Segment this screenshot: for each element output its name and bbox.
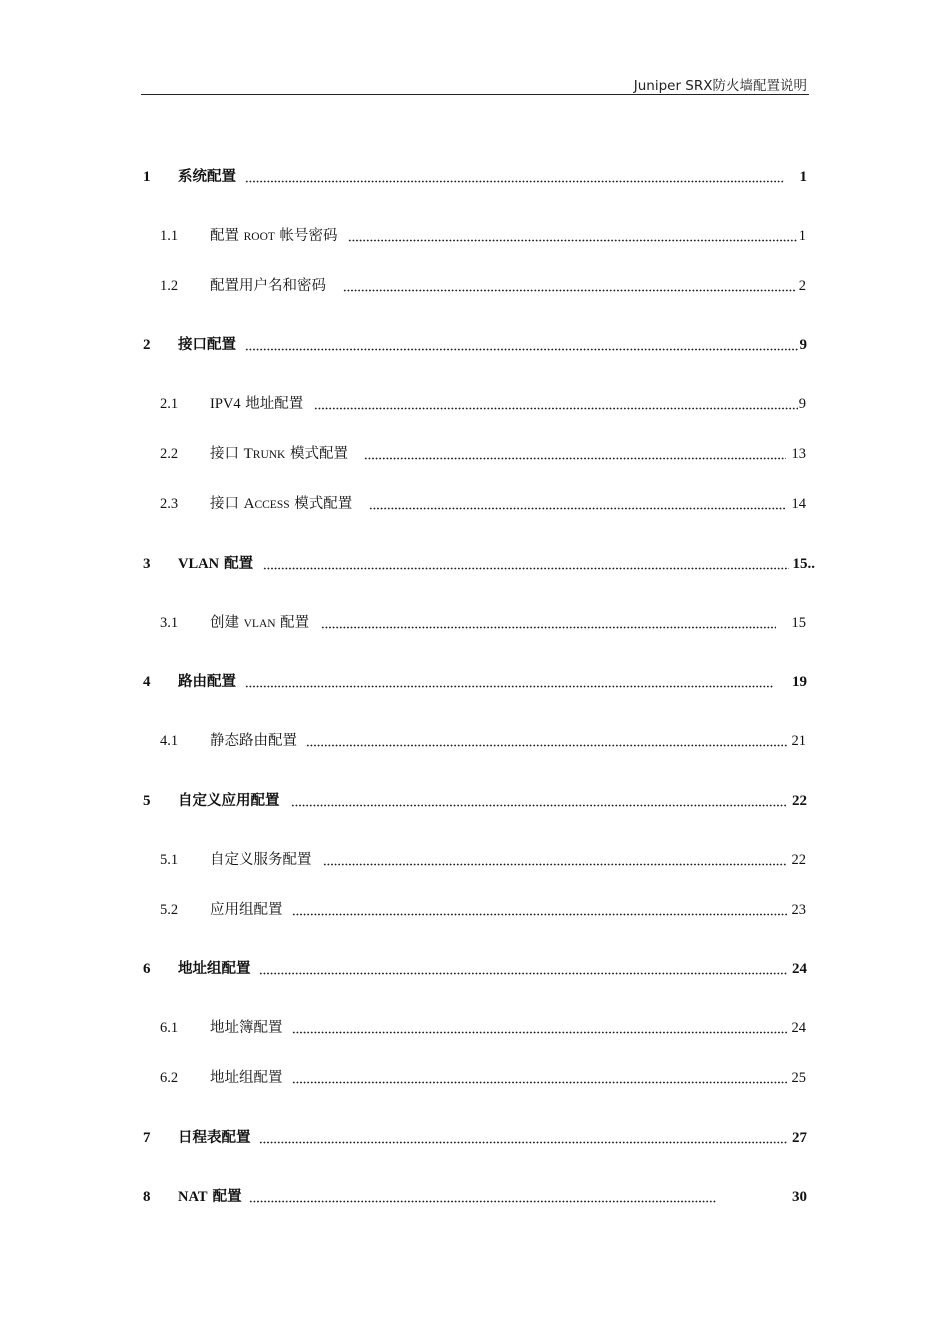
toc-title: 日程表配置 xyxy=(178,1127,254,1149)
toc-entry-8[interactable] xyxy=(143,1186,807,1208)
toc-page-number: 13 xyxy=(792,443,807,465)
toc-leader-dots xyxy=(321,626,776,629)
toc-title: 地址组配置 xyxy=(210,1067,286,1089)
toc-leader-dots xyxy=(364,457,786,460)
toc-leader-dots xyxy=(291,804,787,807)
toc-leader-dots xyxy=(259,972,787,975)
toc-leader-dots xyxy=(245,180,785,183)
document-title: Juniper SRX防火墙配置说明 xyxy=(633,78,807,94)
toc-page-number: 30 xyxy=(792,1186,807,1208)
toc-entry-1-1[interactable] xyxy=(160,225,806,247)
page-header xyxy=(141,74,809,95)
toc-title: 配置 ROOT 帐号密码 xyxy=(210,225,341,248)
toc-number: 5.1 xyxy=(160,852,179,868)
toc-leader-dots xyxy=(245,685,773,688)
toc-entry-7[interactable] xyxy=(143,1127,807,1149)
toc-page-number: 21 xyxy=(792,730,807,752)
toc-leader-dots xyxy=(292,1031,787,1034)
toc-entry-2[interactable] xyxy=(143,334,807,356)
toc-number: 2.1 xyxy=(160,396,179,412)
toc-title: 自定义服务配置 xyxy=(210,849,315,871)
toc-leader-dots xyxy=(249,1200,717,1203)
toc-number: 5 xyxy=(143,793,151,809)
toc-entry-5-1[interactable] xyxy=(160,849,806,871)
toc-page-number: 9 xyxy=(799,393,806,415)
toc-title: 接口配置 xyxy=(178,334,239,356)
toc-leader-dots xyxy=(245,348,798,351)
toc-number: 7 xyxy=(143,1130,151,1146)
toc-number: 4.1 xyxy=(160,733,179,749)
toc-page-number: 15.. xyxy=(793,553,816,575)
toc-title: 接口 ACCESS 模式配置 xyxy=(210,493,355,516)
toc-entry-2-3[interactable] xyxy=(160,493,806,515)
toc-number: 8 xyxy=(143,1189,151,1205)
toc-leader-dots xyxy=(292,913,787,916)
toc-title: NAT 配置 xyxy=(178,1186,245,1208)
toc-number: 4 xyxy=(143,674,151,690)
toc-title: 地址组配置 xyxy=(178,958,254,980)
toc-entry-3[interactable] xyxy=(143,553,815,575)
toc-entry-4[interactable] xyxy=(143,671,807,693)
toc-entry-1-2[interactable] xyxy=(160,275,806,297)
toc-entry-1[interactable] xyxy=(143,166,807,188)
toc-title: 应用组配置 xyxy=(210,899,286,921)
toc-page-number: 2 xyxy=(799,275,806,297)
toc-page-number: 14 xyxy=(792,493,807,515)
toc-number: 6.2 xyxy=(160,1070,179,1086)
toc-page-number: 22 xyxy=(792,790,807,812)
toc-entry-2-2[interactable] xyxy=(160,443,806,465)
toc-page-number: 24 xyxy=(792,958,807,980)
toc-page-number: 9 xyxy=(800,334,808,356)
toc-entry-2-1[interactable] xyxy=(160,393,806,415)
toc-page-number: 1 xyxy=(799,225,806,247)
toc-leader-dots xyxy=(263,567,789,570)
toc-leader-dots xyxy=(348,239,798,242)
toc-leader-dots xyxy=(369,507,786,510)
toc-entry-6[interactable] xyxy=(143,958,807,980)
toc-page-number: 19 xyxy=(792,671,807,693)
toc-page-number: 27 xyxy=(792,1127,807,1149)
toc-number: 2.2 xyxy=(160,446,179,462)
toc-number: 2.3 xyxy=(160,496,179,512)
toc-number: 3 xyxy=(143,556,151,572)
toc-leader-dots xyxy=(292,1081,787,1084)
toc-number: 2 xyxy=(143,337,151,353)
toc-number: 1 xyxy=(143,169,151,185)
toc-leader-dots xyxy=(323,863,787,866)
toc-title: VLAN 配置 xyxy=(178,553,256,575)
toc-leader-dots xyxy=(314,407,798,410)
toc-leader-dots xyxy=(343,289,795,292)
toc-entry-4-1[interactable] xyxy=(160,730,806,752)
toc-entry-5-2[interactable] xyxy=(160,899,806,921)
toc-entry-3-1[interactable] xyxy=(160,612,806,634)
toc-number: 3.1 xyxy=(160,615,179,631)
toc-page-number: 15 xyxy=(792,612,807,634)
toc-number: 6 xyxy=(143,961,151,977)
toc-page-number: 22 xyxy=(792,849,807,871)
toc-title: 系统配置 xyxy=(178,166,239,188)
toc-title: 配置用户名和密码 xyxy=(210,275,329,297)
toc-number: 5.2 xyxy=(160,902,179,918)
toc-number: 1.2 xyxy=(160,278,179,294)
toc-number: 1.1 xyxy=(160,228,179,244)
toc-leader-dots xyxy=(306,744,787,747)
toc-page-number: 1 xyxy=(800,166,808,188)
toc-entry-5[interactable] xyxy=(143,790,807,812)
toc-page-number: 25 xyxy=(792,1067,807,1089)
toc-entry-6-1[interactable] xyxy=(160,1017,806,1039)
toc-page-number: 24 xyxy=(792,1017,807,1039)
toc-title: 自定义应用配置 xyxy=(178,790,283,812)
toc-number: 6.1 xyxy=(160,1020,179,1036)
toc-leader-dots xyxy=(259,1141,787,1144)
toc-title: IPV4 地址配置 xyxy=(210,393,306,415)
toc-title: 静态路由配置 xyxy=(210,730,300,752)
toc-title: 路由配置 xyxy=(178,671,239,693)
toc-entry-6-2[interactable] xyxy=(160,1067,806,1089)
toc-title: 地址簿配置 xyxy=(210,1017,286,1039)
toc-title: 接口 TRUNK 模式配置 xyxy=(210,443,351,466)
toc-title: 创建 VLAN 配置 xyxy=(210,612,312,635)
toc-page-number: 23 xyxy=(792,899,807,921)
